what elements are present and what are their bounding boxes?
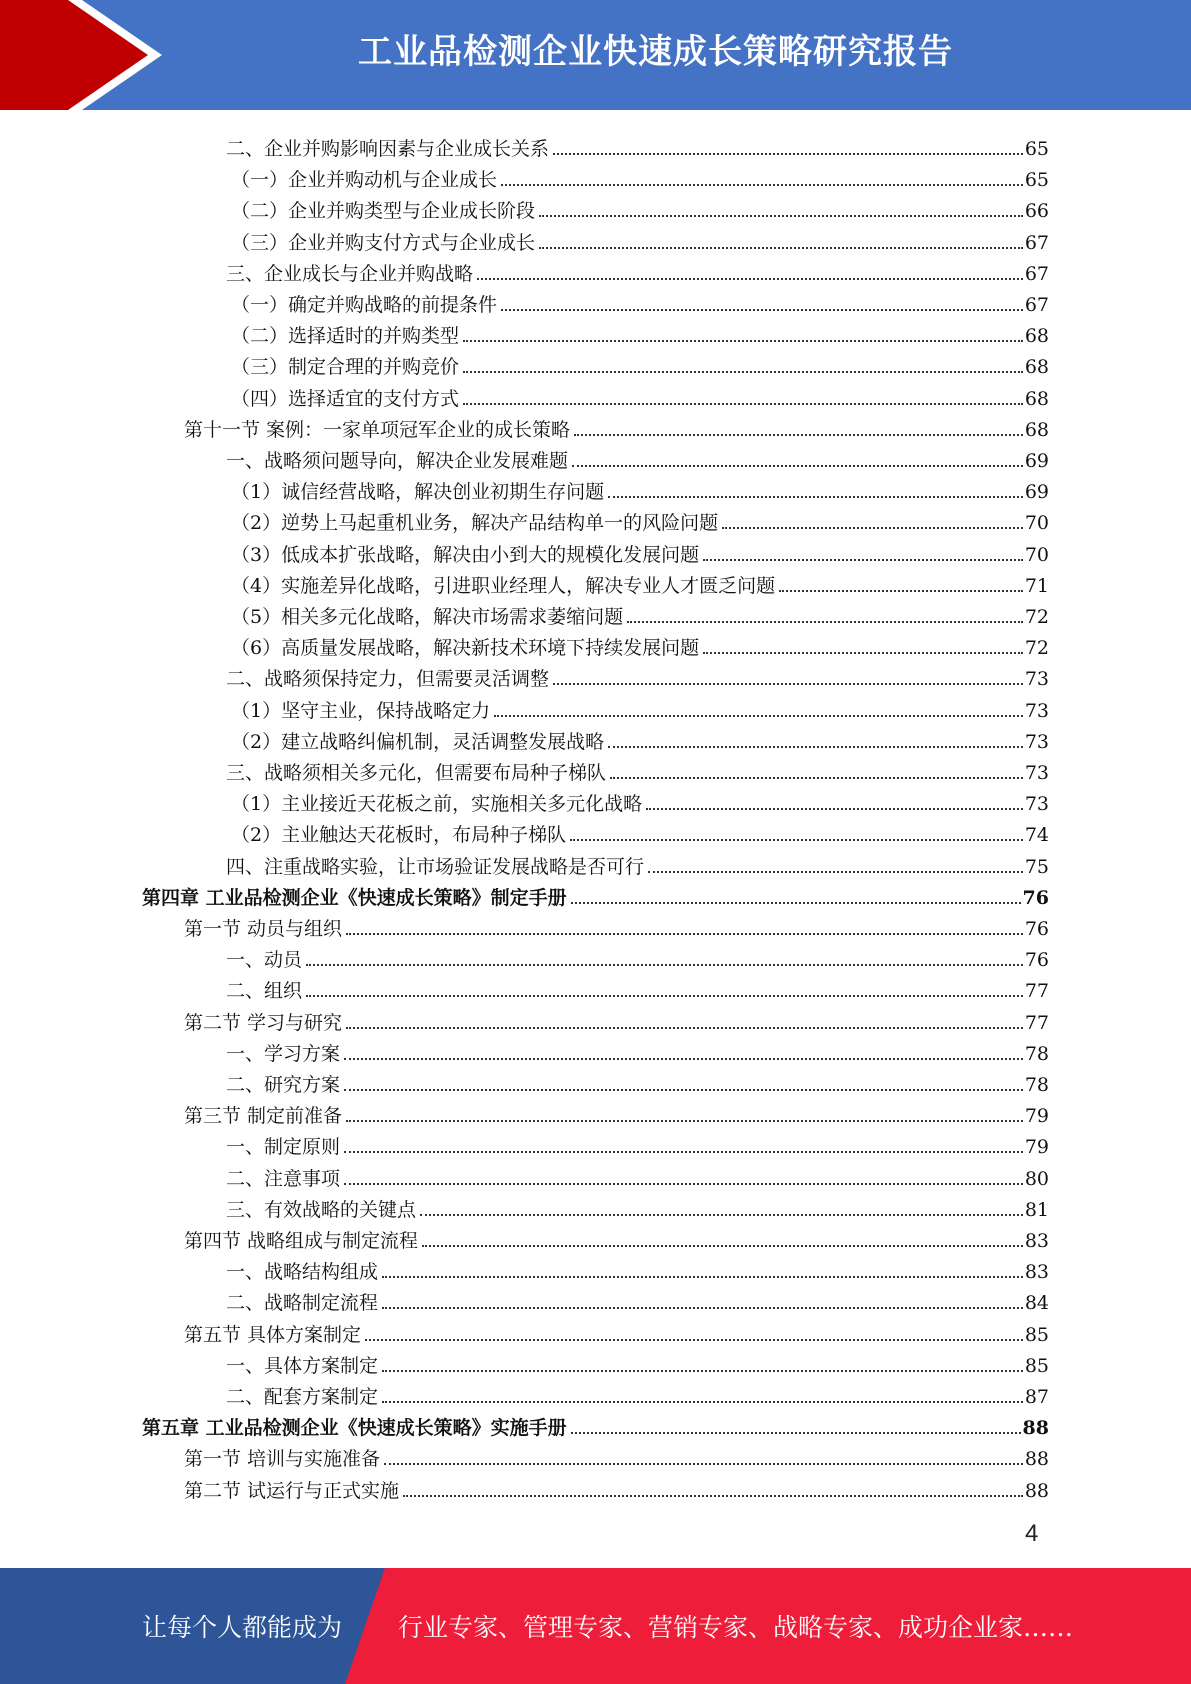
toc-entry-page: 88 [1024, 1479, 1049, 1502]
toc-leader-dots [553, 683, 1023, 685]
toc-entry-page: 81 [1024, 1198, 1049, 1221]
toc-entry-label: （2）主业触达天花板时，布局种子梯队 [231, 824, 567, 847]
footer-slogan-right: 行业专家、管理专家、营销专家、战略专家、成功企业家…… [398, 1613, 1074, 1642]
toc-leader-dots [403, 1495, 1023, 1497]
toc-entry-label: 第一节 培训与实施准备 [184, 1448, 381, 1471]
toc-leader-dots [346, 933, 1023, 935]
toc-entry-label: 二、研究方案 [226, 1074, 341, 1096]
toc-entry-label: 二、战略须保持定力，但需要灵活调整 [226, 668, 550, 691]
toc-entry-label: 四、注重战略实验，让市场验证发展战略是否可行 [226, 855, 645, 878]
toc-leader-dots [779, 590, 1023, 592]
toc-entry-label: 二、配套方案制定 [226, 1386, 379, 1408]
toc-entry[interactable] [226, 752, 1049, 783]
toc-entry-page: 65 [1024, 169, 1049, 192]
toc-entry[interactable] [226, 1251, 1049, 1282]
toc-entry[interactable] [231, 721, 1049, 752]
page-header [0, 0, 1191, 110]
toc-leader-dots [382, 1307, 1023, 1309]
toc-entry[interactable] [231, 315, 1049, 346]
toc-entry-page: 70 [1024, 543, 1049, 566]
toc-leader-dots [477, 278, 1023, 280]
toc-leader-dots [539, 247, 1023, 249]
toc-entry-page: 78 [1024, 1042, 1049, 1065]
toc-entry-label: 第一节 动员与组织 [184, 918, 343, 940]
toc-entry-page: 73 [1024, 668, 1049, 691]
toc-entry[interactable] [226, 1033, 1049, 1064]
toc-leader-dots [306, 995, 1023, 997]
toc-entry-page: 79 [1024, 1136, 1049, 1159]
toc-leader-dots [463, 340, 1023, 342]
footer-slogan-left: 让每个人都能成为 [142, 1613, 343, 1642]
toc-leader-dots [463, 371, 1023, 373]
toc-entry[interactable] [226, 440, 1049, 471]
toc-entry-label: （1）诚信经营战略，解决创业初期生存问题 [231, 481, 605, 504]
toc-entry-label: 二、战略制定流程 [226, 1292, 379, 1315]
toc-entry-page: 78 [1024, 1074, 1049, 1096]
toc-entry[interactable] [226, 1282, 1049, 1313]
toc-entry-label: 二、企业并购影响因素与企业成长关系 [226, 138, 550, 160]
toc-leader-dots [365, 1339, 1023, 1341]
toc-entry-page: 65 [1024, 138, 1049, 160]
toc-entry-page: 84 [1024, 1292, 1049, 1315]
toc-leader-dots [382, 1370, 1023, 1372]
toc-leader-dots [539, 215, 1023, 217]
toc-entry-label: 第四章 工业品检测企业《快速成长策略》制定手册 [142, 886, 567, 909]
toc-entry-label: 一、动员 [226, 949, 303, 972]
toc-leader-dots [346, 1120, 1023, 1122]
toc-entry-label: （2）建立战略纠偏机制，灵活调整发展战略 [231, 730, 605, 753]
toc-leader-dots [722, 527, 1023, 529]
toc-entry-page: 67 [1024, 231, 1049, 254]
toc-entry[interactable] [226, 1376, 1049, 1407]
toc-entry[interactable] [226, 1064, 1049, 1095]
toc-entry[interactable] [231, 627, 1049, 658]
toc-leader-dots [703, 559, 1023, 561]
toc-entry-label: 三、企业成长与企业并购战略 [226, 262, 474, 285]
toc-entry[interactable] [231, 596, 1049, 627]
toc-entry-label: （3）低成本扩张战略，解决由小到大的规模化发展问题 [231, 543, 700, 566]
toc-entry[interactable] [231, 534, 1049, 565]
toc-entry-label: 第三节 制定前准备 [184, 1105, 343, 1128]
toc-entry-page: 69 [1024, 450, 1049, 472]
toc-entry[interactable] [184, 1470, 1049, 1501]
toc-entry-page: 67 [1024, 262, 1049, 285]
toc-leader-dots [570, 839, 1023, 841]
toc-entry[interactable] [142, 877, 1049, 908]
toc-entry[interactable] [231, 346, 1049, 377]
toc-entry[interactable] [184, 1002, 1049, 1033]
toc-entry[interactable] [226, 128, 1049, 159]
toc-entry-page: 88 [1024, 1448, 1049, 1471]
toc-entry-page: 73 [1024, 793, 1049, 816]
toc-leader-dots [608, 746, 1023, 748]
toc-entry-label: 一、学习方案 [226, 1042, 341, 1065]
toc-entry-label: 第二节 学习与研究 [184, 1011, 343, 1034]
toc-entry[interactable] [226, 970, 1049, 1001]
toc-entry-page: 76 [1022, 886, 1049, 909]
toc-entry[interactable] [231, 190, 1049, 221]
toc-entry[interactable] [231, 814, 1049, 845]
toc-entry-label: （2）逆势上马起重机业务，解决产品结构单一的风险问题 [231, 512, 719, 535]
toc-leader-dots [627, 621, 1023, 623]
toc-entry[interactable] [226, 1158, 1049, 1189]
toc-entry[interactable] [226, 1126, 1049, 1157]
toc-entry-page: 67 [1024, 294, 1049, 316]
toc-entry-label: 一、战略须问题导向，解决企业发展难题 [226, 450, 569, 472]
toc-entry-page: 83 [1024, 1230, 1049, 1252]
toc-entry-label: 第五节 具体方案制定 [184, 1323, 362, 1346]
toc-entry-label: （6）高质量发展战略，解决新技术环境下持续发展问题 [231, 637, 700, 660]
page-number: 4 [1025, 1520, 1039, 1547]
toc-entry[interactable] [231, 502, 1049, 533]
toc-entry-label: （一）确定并购战略的前提条件 [231, 294, 498, 316]
toc-entry[interactable] [231, 565, 1049, 596]
toc-entry-label: （5）相关多元化战略，解决市场需求萎缩问题 [231, 606, 624, 628]
toc-entry[interactable] [142, 1407, 1049, 1438]
toc-leader-dots [553, 153, 1023, 155]
toc-entry-label: （四）选择适宜的支付方式 [231, 387, 460, 410]
toc-leader-dots [384, 1463, 1023, 1465]
toc-entry-page: 71 [1024, 574, 1049, 597]
toc-entry-page: 68 [1024, 387, 1049, 410]
toc-entry-label: （三）制定合理的并购竞价 [231, 356, 460, 379]
toc-entry-page: 69 [1024, 481, 1049, 504]
toc-entry-page: 85 [1024, 1323, 1049, 1346]
toc-leader-dots [494, 715, 1023, 717]
toc-entry-page: 88 [1022, 1417, 1049, 1440]
toc-entry-label: 第十一节 案例：一家单项冠军企业的成长策略 [184, 418, 571, 441]
toc-entry[interactable] [184, 1438, 1049, 1469]
toc-entry[interactable] [184, 409, 1049, 440]
toc-entry-page: 73 [1024, 730, 1049, 753]
toc-entry-label: 第二节 试运行与正式实施 [184, 1479, 400, 1502]
toc-entry-label: 一、战略结构组成 [226, 1261, 379, 1284]
toc-entry-page: 73 [1024, 699, 1049, 722]
page-footer [0, 1568, 1191, 1684]
toc-entry-page: 76 [1024, 918, 1049, 940]
toc-leader-dots [571, 1432, 1021, 1434]
toc-entry-page: 79 [1024, 1105, 1049, 1128]
toc-leader-dots [344, 1058, 1023, 1060]
toc-leader-dots [306, 964, 1023, 966]
toc-leader-dots [608, 496, 1023, 498]
toc-entry-page: 68 [1024, 356, 1049, 379]
toc-entry-page: 72 [1024, 637, 1049, 660]
toc-leader-dots [572, 465, 1023, 467]
toc-entry-page: 68 [1024, 325, 1049, 348]
toc-leader-dots [703, 652, 1023, 654]
toc-entry-label: （三）企业并购支付方式与企业成长 [231, 231, 536, 254]
toc-entry-label: （一）企业并购动机与企业成长 [231, 169, 498, 192]
toc-entry-label: （1）坚守主业，保持战略定力 [231, 699, 491, 722]
toc-leader-dots [501, 184, 1023, 186]
toc-leader-dots [648, 871, 1023, 873]
toc-entry[interactable] [226, 939, 1049, 970]
toc-entry-label: 三、战略须相关多元化，但需要布局种子梯队 [226, 762, 607, 784]
toc-entry-page: 75 [1024, 855, 1049, 878]
toc-entry[interactable] [184, 1314, 1049, 1345]
toc-entry-label: 一、具体方案制定 [226, 1354, 379, 1377]
toc-entry-label: 第四节 战略组成与制定流程 [184, 1230, 419, 1252]
toc-leader-dots [344, 1089, 1023, 1091]
toc-entry[interactable] [184, 1095, 1049, 1126]
toc-leader-dots [382, 1276, 1023, 1278]
toc-entry-label: （1）主业接近天花板之前，实施相关多元化战略 [231, 793, 643, 816]
toc-entry-page: 77 [1024, 1011, 1049, 1034]
toc-entry-page: 72 [1024, 606, 1049, 628]
toc-leader-dots [646, 808, 1023, 810]
toc-leader-dots [422, 1245, 1023, 1247]
toc-entry-page: 87 [1024, 1386, 1049, 1408]
toc-leader-dots [501, 309, 1023, 311]
toc-entry[interactable] [231, 284, 1049, 315]
toc-entry-page: 77 [1024, 980, 1049, 1003]
toc-entry-page: 74 [1024, 824, 1049, 847]
toc-entry[interactable] [226, 253, 1049, 284]
toc-entry[interactable] [231, 159, 1049, 190]
toc-entry-label: 第五章 工业品检测企业《快速成长策略》实施手册 [142, 1417, 567, 1440]
toc-leader-dots [346, 1027, 1023, 1029]
toc-leader-dots [344, 1151, 1023, 1153]
toc-entry-page: 70 [1024, 512, 1049, 535]
toc-entry-label: （二）选择适时的并购类型 [231, 325, 460, 348]
toc-entry[interactable] [184, 908, 1049, 939]
toc-entry[interactable] [231, 471, 1049, 502]
toc-entry[interactable] [231, 378, 1049, 409]
toc-entry-page: 85 [1024, 1354, 1049, 1377]
toc-leader-dots [574, 434, 1023, 436]
toc-entry[interactable] [231, 690, 1049, 721]
toc-entry-page: 73 [1024, 762, 1049, 784]
toc-entry-label: （二）企业并购类型与企业成长阶段 [231, 200, 536, 223]
toc-entry[interactable] [226, 846, 1049, 877]
toc-entry-label: 二、组织 [226, 980, 303, 1003]
toc-entry-page: 80 [1024, 1167, 1049, 1190]
report-title: 工业品检测企业快速成长策略研究报告 [358, 32, 953, 72]
toc-leader-dots [344, 1183, 1023, 1185]
toc-entry[interactable] [184, 1220, 1049, 1251]
toc-entry[interactable] [231, 783, 1049, 814]
toc-leader-dots [420, 1214, 1023, 1216]
toc-entry[interactable] [226, 1189, 1049, 1220]
toc-entry[interactable] [231, 222, 1049, 253]
toc-leader-dots [571, 902, 1021, 904]
toc-entry-label: 二、注意事项 [226, 1167, 341, 1190]
toc-entry[interactable] [226, 1345, 1049, 1376]
toc-leader-dots [463, 403, 1023, 405]
toc-entry-page: 76 [1024, 949, 1049, 972]
toc-leader-dots [382, 1401, 1023, 1403]
toc-entry-label: （4）实施差异化战略，引进职业经理人，解决专业人才匮乏问题 [231, 574, 776, 597]
toc-entry-page: 83 [1024, 1261, 1049, 1284]
toc-entry-label: 三、有效战略的关键点 [226, 1198, 417, 1221]
toc-entry-page: 68 [1024, 418, 1049, 441]
toc-entry[interactable] [226, 658, 1049, 689]
toc-leader-dots [610, 777, 1023, 779]
toc-entry-label: 一、制定原则 [226, 1136, 341, 1159]
toc-entry-page: 66 [1024, 200, 1049, 223]
